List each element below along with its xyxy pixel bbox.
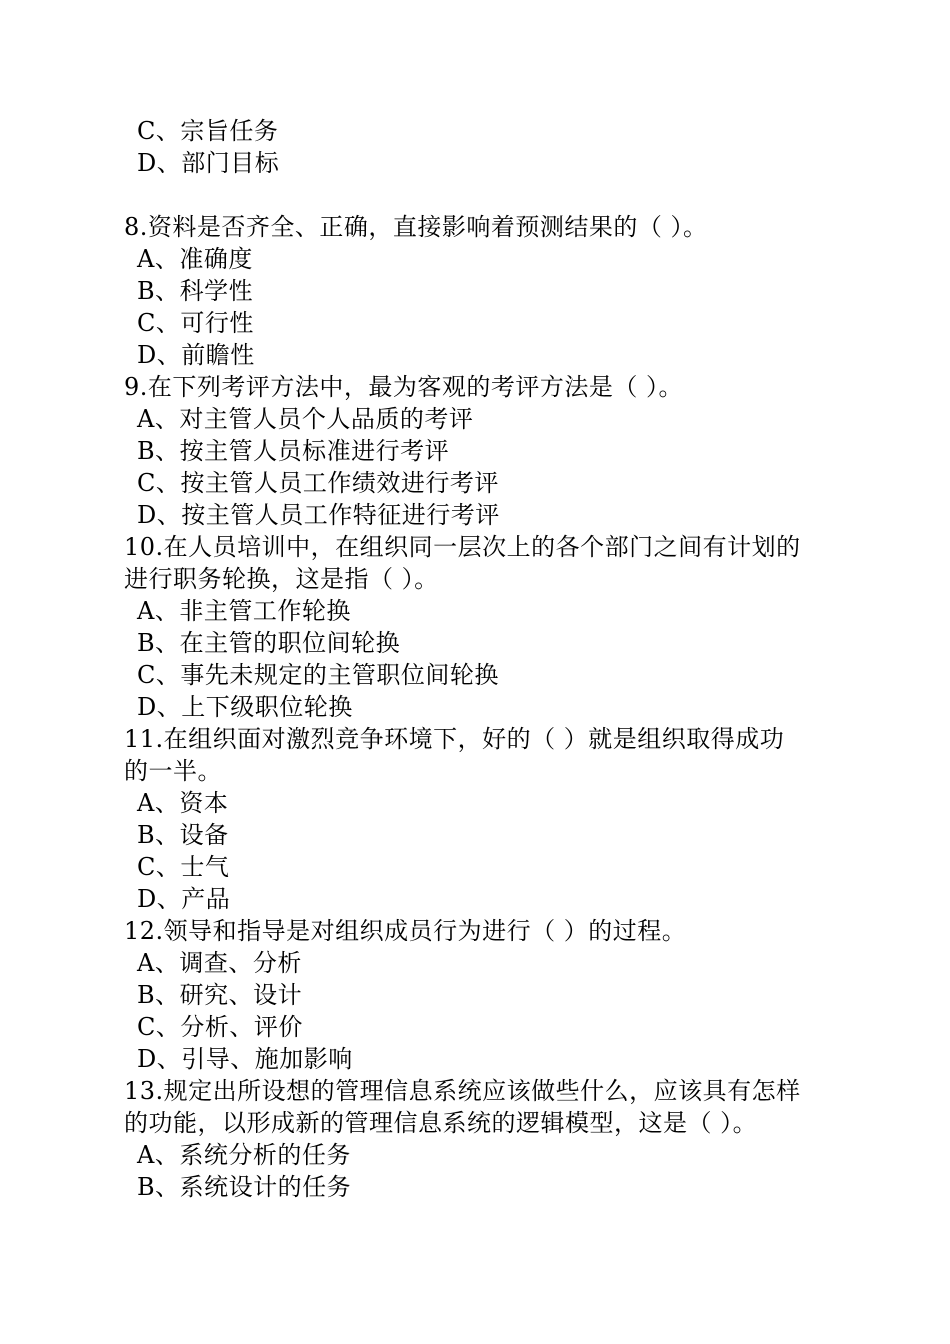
question-text: 进行职务轮换，这是指（ ）。 (124, 565, 439, 593)
question-text: 10.在人员培训中，在组织同一层次上的各个部门之间有计划的 (124, 533, 801, 561)
question-text: 11.在组织面对激烈竞争环境下，好的（ ）就是组织取得成功 (124, 725, 785, 753)
answer-option: B、设备 (137, 821, 229, 849)
answer-option: C、分析、评价 (137, 1013, 303, 1041)
answer-option: C、事先未规定的主管职位间轮换 (137, 661, 499, 689)
answer-option: C、宗旨任务 (137, 117, 279, 145)
answer-option: A、调查、分析 (137, 949, 302, 977)
document-page (124, 115, 844, 1203)
question-text: 12.领导和指导是对组织成员行为进行（ ）的过程。 (124, 917, 687, 945)
answer-option: B、科学性 (137, 277, 254, 305)
answer-option: A、非主管工作轮换 (137, 597, 351, 625)
answer-option: A、准确度 (137, 245, 253, 273)
answer-option: C、士气 (137, 853, 230, 881)
answer-option: B、在主管的职位间轮换 (137, 629, 401, 657)
answer-option: D、引导、施加影响 (137, 1045, 353, 1073)
answer-option: A、对主管人员个人品质的考评 (137, 405, 474, 433)
question-text: 的功能，以形成新的管理信息系统的逻辑模型，这是（ ）。 (124, 1109, 758, 1137)
answer-option: D、产品 (137, 885, 231, 913)
answer-option: D、前瞻性 (137, 341, 255, 369)
answer-option: A、资本 (137, 789, 229, 817)
answer-option: A、系统分析的任务 (137, 1141, 351, 1169)
answer-option: D、上下级职位轮换 (137, 693, 353, 721)
answer-option: D、部门目标 (137, 149, 280, 177)
answer-option: B、系统设计的任务 (137, 1173, 352, 1201)
answer-option: B、按主管人员标准进行考评 (137, 437, 450, 465)
question-text: 8.资料是否齐全、正确，直接影响着预测结果的（ ）。 (124, 213, 708, 241)
blank-line (124, 179, 844, 211)
answer-option: D、按主管人员工作特征进行考评 (137, 501, 500, 529)
question-text: 的一半。 (124, 757, 222, 785)
answer-option: C、按主管人员工作绩效进行考评 (137, 469, 499, 497)
answer-option: B、研究、设计 (137, 981, 303, 1009)
question-text: 13.规定出所设想的管理信息系统应该做些什么，应该具有怎样 (124, 1077, 801, 1105)
answer-option: C、可行性 (137, 309, 254, 337)
question-text: 9.在下列考评方法中，最为客观的考评方法是（ ）。 (124, 373, 684, 401)
